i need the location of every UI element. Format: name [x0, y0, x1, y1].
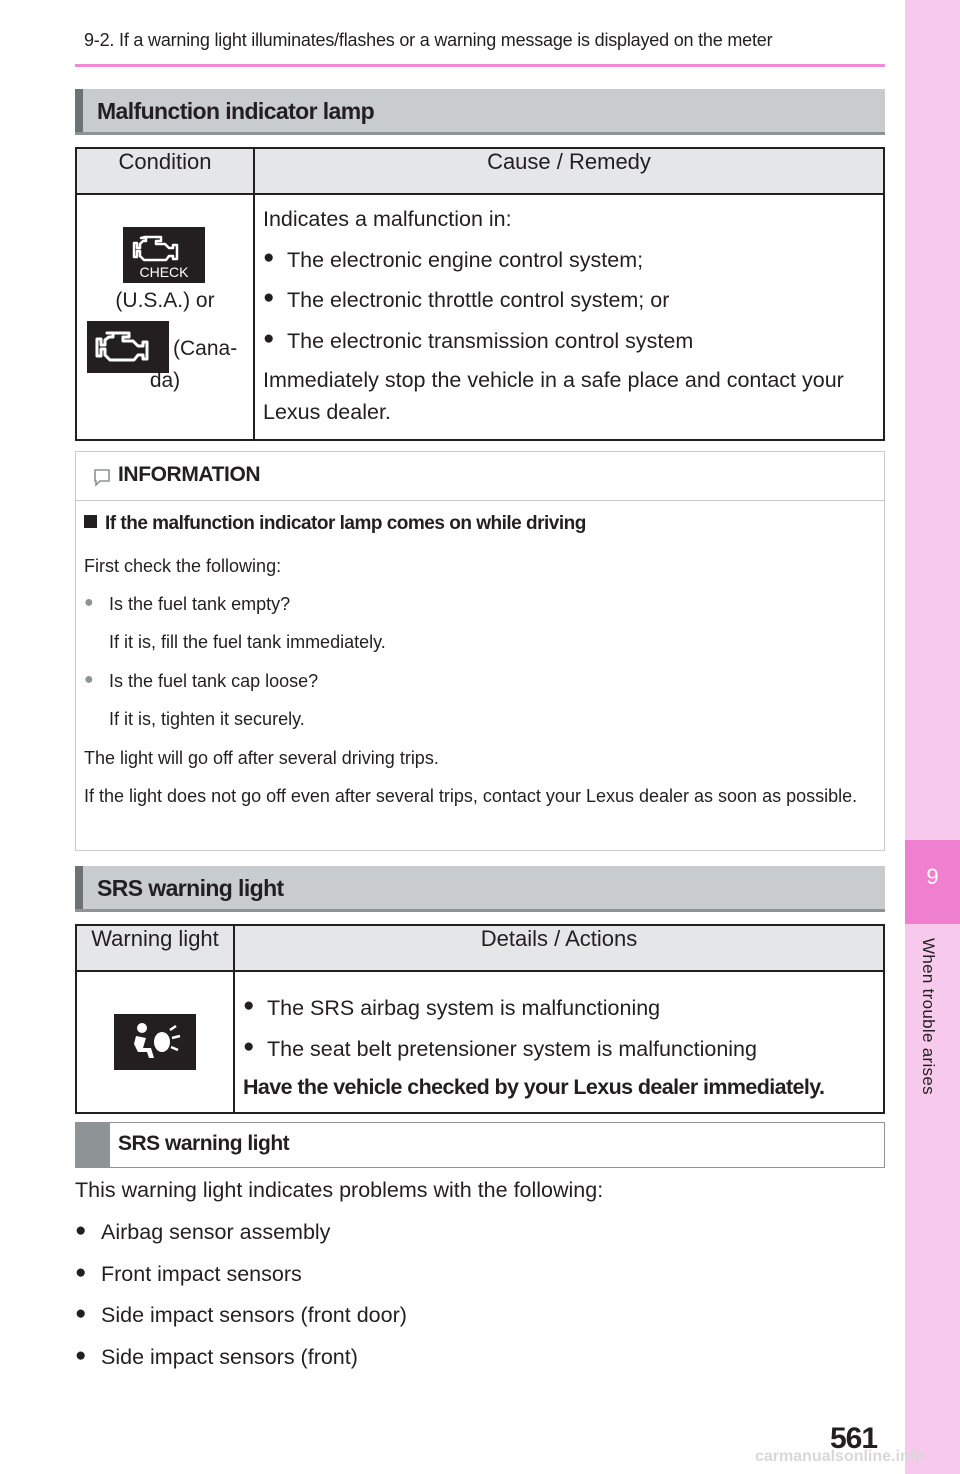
info-answer: If it is, tighten it securely. [109, 709, 305, 730]
square-marker-icon [84, 515, 97, 528]
srs-item: ● Side impact sensors (front) [75, 1345, 885, 1371]
subsection-title: SRS warning light [118, 1132, 290, 1155]
usa-label: (U.S.A.) or [115, 289, 215, 312]
section-heading-srs [75, 866, 885, 912]
srs-table [75, 924, 885, 1114]
info-answer: If it is, fill the fuel tank immediately. [109, 632, 386, 653]
srs-body [75, 1178, 885, 1387]
chapter-tab-strip [905, 0, 960, 1474]
chapter-number: 9 [926, 864, 939, 889]
srs-item: ● Airbag sensor assembly [75, 1220, 885, 1246]
cause-cell [254, 194, 884, 440]
section-title: SRS warning light [97, 875, 284, 901]
srs-item: ● Front impact sensors [75, 1262, 885, 1288]
canada-label: (Cana- [173, 337, 238, 360]
condition-cell [76, 194, 254, 440]
details-action: Have the vehicle checked by your Lexus dealer immediately. [243, 1075, 825, 1100]
srs-airbag-icon [114, 1014, 196, 1070]
information-header [76, 452, 884, 501]
srs-item: ● Side impact sensors (front door) [75, 1303, 885, 1329]
cause-bullet: ● The electronic engine control system; [263, 244, 875, 277]
details-bullet: ● The SRS airbag system is malfunctioning [243, 992, 875, 1025]
cause-bullet: ● The electronic transmission control system [263, 325, 875, 358]
watermark: carmanualsonline.info [755, 1448, 925, 1465]
cause-bullet: ● The electronic throttle control system; or [263, 284, 875, 317]
warning-light-cell [76, 971, 234, 1113]
info-line: First check the following: [84, 555, 282, 576]
cause-intro: Indicates a malfunction in: [263, 207, 512, 231]
column-header-warning-light: Warning light [76, 925, 234, 971]
information-icon [92, 468, 112, 488]
srs-intro: This warning light indicates problems with the following: [75, 1178, 604, 1202]
info-question: ● Is the fuel tank empty? [84, 593, 874, 616]
check-engine-icon [123, 227, 205, 283]
information-content [84, 512, 874, 823]
page-number: 561 [830, 1422, 878, 1455]
heading-bar [75, 89, 83, 132]
details-cell [234, 971, 884, 1113]
details-bullet: ● The seat belt pretensioner system is malfunctioning [243, 1033, 875, 1066]
information-box [75, 451, 885, 851]
column-header-cause: Cause / Remedy [254, 148, 884, 194]
column-header-details: Details / Actions [234, 925, 884, 971]
information-heading: INFORMATION [118, 463, 261, 486]
chapter-label: When trouble arises [919, 938, 938, 1095]
section-heading-malfunction [75, 89, 885, 135]
column-header-condition: Condition [76, 148, 254, 194]
subsection-heading-srs [75, 1122, 885, 1168]
subheading-text: If the malfunction indicator lamp comes on while driving [105, 513, 586, 534]
cause-remedy: Immediately stop the vehicle in a safe place and contact your Lexus dealer. [263, 367, 844, 425]
section-title: Malfunction indicator lamp [97, 98, 375, 124]
malfunction-table [75, 147, 885, 441]
header-rule [75, 64, 885, 67]
info-line: The light will go off after several driving trips. [84, 747, 439, 768]
heading-bar [76, 1123, 110, 1167]
heading-bar [75, 866, 83, 909]
engine-icon [87, 321, 169, 373]
running-header: 9-2. If a warning light illuminates/flashes or a warning message is displayed on the meter [84, 30, 773, 50]
check-label: CHECK [139, 264, 189, 280]
info-line: If the light does not go off even after several trips, contact your Lexus dealer as soon as possible. [84, 786, 858, 807]
canada-label-cont: da) [149, 369, 181, 392]
information-subheading [84, 512, 874, 537]
info-question: ● Is the fuel tank cap loose? [84, 670, 874, 693]
